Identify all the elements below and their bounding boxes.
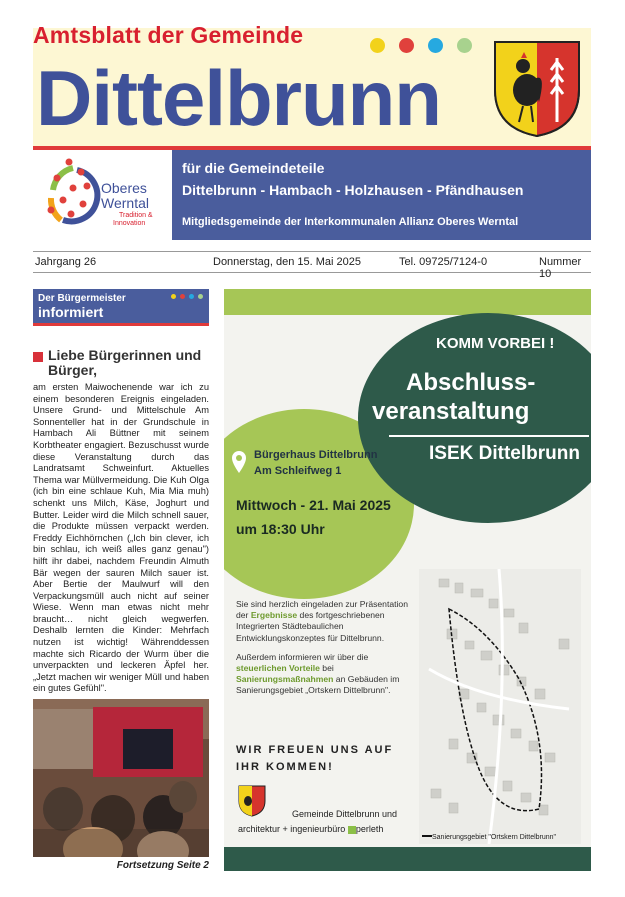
site-map xyxy=(419,569,581,844)
invite-text: bei xyxy=(319,663,334,674)
poster-date: Mittwoch - 21. Mai 2025 xyxy=(236,497,391,513)
architect-logo-square xyxy=(348,826,356,834)
issue-phone: Tel. 09725/7124-0 xyxy=(399,256,488,268)
poster-bottom-bar xyxy=(224,847,591,871)
poster-komm-vorbei: KOMM VORBEI ! xyxy=(436,335,555,352)
poster-top-bar xyxy=(224,289,591,315)
poster-time: um 18:30 Uhr xyxy=(236,521,325,537)
theater-photo xyxy=(33,699,209,857)
greeting-bullet xyxy=(33,352,43,362)
invite-text: des fortgeschriebenen Integrierten Städtebaulichen Entwicklungskonzeptes für Dittelbrunn. xyxy=(236,610,385,643)
invite-text: an Gebäuden im Sanierungsgebiet „Ortskern Dittelbrunn". xyxy=(236,674,400,696)
poster-isek: ISEK Dittelbrunn xyxy=(429,443,580,464)
masthead-subtitle: Amtsblatt der Gemeinde xyxy=(33,22,304,48)
section-dot xyxy=(171,294,176,299)
poster-divider xyxy=(389,435,589,437)
article-greeting: Liebe Bürgerinnen und Bürger, xyxy=(48,347,202,378)
poster-gemeinde: Gemeinde Dittelbrunn und xyxy=(292,809,398,819)
invite-highlight: steuerlichen Vorteile xyxy=(236,663,320,674)
issue-number: Nummer 10 xyxy=(539,256,582,280)
architect-name: architektur + ingenieurbüro xyxy=(238,824,346,834)
logo-tagline1: Tradition & xyxy=(119,212,153,219)
section-label-small: Der Bürgermeister xyxy=(38,293,126,304)
poster-venue-street: Am Schleifweg 1 xyxy=(254,465,342,477)
logo-name-wern: Wern xyxy=(101,195,135,211)
article-body: am ersten Maiwochenende war ich zu einem besonderen Ereignis eingeladen. Unsere Grund- und Mittelschule Am Sonnenteller hat in der Grundschule in Hambach Ali Büttner mit seinem Korbtheater engagiert. Bezuschusst wurde diese Veranstaltung durch das Landratsamt Schweinfurt. Aktuelles Thema war Müllvermeidung. Die Kuh Olga (ich bin eine schlaue Kuh, Mia Mia muh) schenkt uns Milch, Käse, Joghurt und Butter. Leider wird die Milch schnell sauer, die Produkte müssen verpackt werden. Freddy Eichhörnchen („Ich bin clever, ich bin schlau, ich weiß alles ganz genau") hilft ihr dabei, nachdem Freundin Almuth Bär wegen der sauren Milch sauer ist. Aber Bertie der Maulwurf will den Verpackungsmüll auch nicht auf seiner Wiese. Wenn man etwas nicht mehr braucht… nicht gleich wegwerfen. Deshalb lernten die Kinder: Mehrfach nutzen ist wichtig! Währenddessen machte sich Ricardo der Wurm über die unverpackten und leckeren Äpfel her. „Jetzt machen wir weniger Müll und haben ein gutes Gefühl". xyxy=(33,382,209,694)
masthead-title: Dittelbrunn xyxy=(36,54,441,142)
color-dot xyxy=(428,38,443,53)
logo-tagline2: Innovation xyxy=(113,220,146,227)
poster-freuen-line2: IHR KOMMEN! xyxy=(236,761,334,773)
poster-architect xyxy=(238,824,383,834)
invite-highlight: Sanierungsmaßnahmen xyxy=(236,674,334,685)
map-legend-line xyxy=(422,835,432,837)
logo-name-tal: tal xyxy=(134,195,149,211)
poster-title-line1: Abschluss- xyxy=(406,369,536,396)
oberes-werntal-logo xyxy=(33,150,172,240)
architect-name2: perleth xyxy=(355,824,384,834)
municipality-band xyxy=(172,150,591,240)
poster-freuen-line1: WIR FREUEN UNS AUF xyxy=(236,744,394,756)
band-line2: Dittelbrunn - Hambach - Holzhausen - Pfändhausen xyxy=(182,182,524,198)
section-dot xyxy=(198,294,203,299)
color-dot xyxy=(457,38,472,53)
poster-venue-name: Bürgerhaus Dittelbrunn xyxy=(254,449,378,461)
section-dot xyxy=(189,294,194,299)
location-pin-icon xyxy=(232,451,246,473)
issue-date: Donnerstag, den 15. Mai 2025 xyxy=(213,256,361,268)
logo-name-line2 xyxy=(101,195,149,211)
color-dot xyxy=(399,38,414,53)
map-caption: Sanierungsgebiet "Ortskern Dittelbrunn" xyxy=(432,834,557,841)
invite-text: Außerdem informieren wir über die xyxy=(236,651,369,662)
section-header xyxy=(33,289,209,326)
invite-highlight: Ergebnisse xyxy=(250,610,298,621)
logo-name-line1: Oberes xyxy=(101,180,147,196)
invite-text: Sie sind herzlich eingeladen zur Präsentation der xyxy=(236,599,408,621)
issue-jahrgang: Jahrgang 26 xyxy=(35,256,97,268)
poster-coat-of-arms-icon xyxy=(238,785,266,817)
coat-of-arms-icon xyxy=(493,40,581,138)
issue-info-row xyxy=(33,251,591,280)
event-poster xyxy=(224,289,591,871)
band-line3: Mitgliedsgemeinde der Interkommunalen Allianz Oberes Werntal xyxy=(182,216,519,228)
section-label-big: informiert xyxy=(38,304,104,320)
band-line1: für die Gemeindeteile xyxy=(182,160,325,176)
poster-invitation xyxy=(236,599,416,697)
section-dot xyxy=(180,294,185,299)
continued-note: Fortsetzung Seite 2 xyxy=(116,860,209,871)
poster-title-line2: veranstaltung xyxy=(372,398,530,425)
color-dot xyxy=(370,38,385,53)
